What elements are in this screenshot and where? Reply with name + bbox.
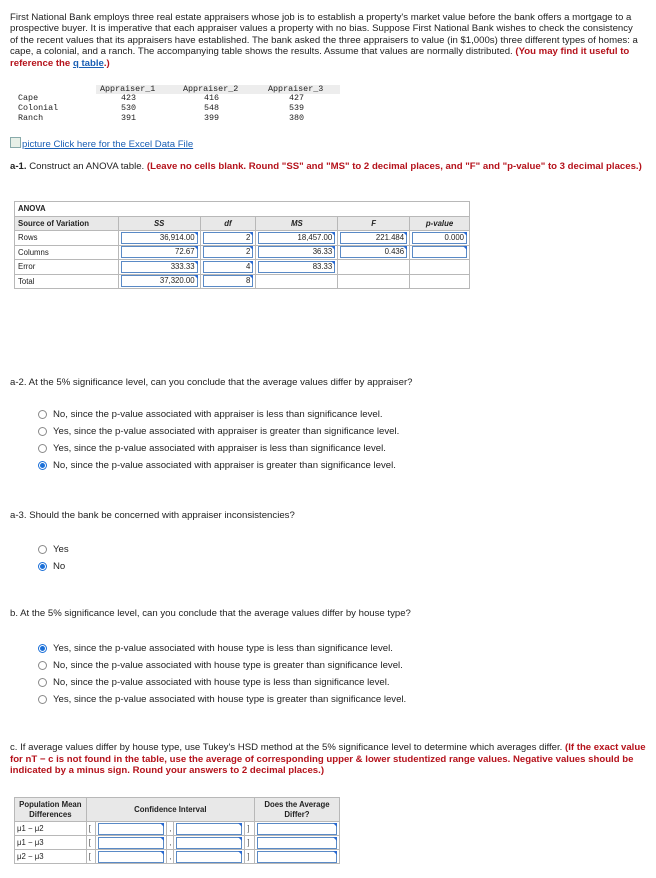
tukey-row bbox=[15, 850, 340, 864]
anova-header-ss: SS bbox=[118, 216, 200, 231]
row-label-ranch: Ranch bbox=[18, 113, 44, 123]
df-input[interactable]: 2 bbox=[203, 246, 254, 258]
anova-row-total bbox=[15, 274, 470, 289]
ci-upper-input[interactable] bbox=[176, 823, 242, 835]
tukey-header-differ: Does the Average Differ? bbox=[254, 798, 339, 822]
anova-title: ANOVA bbox=[15, 202, 470, 217]
tukey-header-difference: Population Mean Differences bbox=[15, 798, 87, 822]
differ-input[interactable] bbox=[257, 837, 337, 849]
df-input[interactable]: 8 bbox=[203, 275, 254, 287]
anova-row-columns bbox=[15, 245, 470, 260]
df-input[interactable]: 2 bbox=[203, 232, 254, 244]
cell: 416 bbox=[204, 93, 220, 103]
q-table-link[interactable]: q table bbox=[72, 57, 104, 69]
radio-button[interactable] bbox=[38, 410, 47, 419]
anova-source: Total bbox=[15, 274, 119, 289]
a2-option[interactable]: No, since the p-value associated with appraiser is less than significance level. bbox=[38, 406, 399, 423]
a3-options bbox=[38, 541, 69, 575]
anova-table bbox=[14, 201, 470, 289]
cell: 399 bbox=[204, 113, 220, 123]
pvalue-input[interactable]: 0.000 bbox=[412, 232, 467, 244]
cell: 539 bbox=[289, 103, 305, 113]
radio-button[interactable] bbox=[38, 695, 47, 704]
differ-input[interactable] bbox=[257, 823, 337, 835]
ss-input[interactable]: 333.33 bbox=[121, 261, 198, 273]
ci-lower-input[interactable] bbox=[98, 823, 164, 835]
row-label-cape: Cape bbox=[18, 93, 39, 103]
anova-header-source: Source of Variation bbox=[15, 216, 119, 231]
anova-source: Rows bbox=[15, 231, 119, 246]
a2-option[interactable]: Yes, since the p-value associated with appraiser is greater than significance level. bbox=[38, 423, 399, 440]
intro-hint: (You may find it useful to reference the q table.) bbox=[10, 46, 630, 69]
row-label-colonial: Colonial bbox=[18, 103, 59, 113]
ci-lower-input[interactable] bbox=[98, 837, 164, 849]
c-question: c. If average values differ by house type, use Tukey's HSD method at the 5% significance level to determine which averages differ. (If the exact value for nT − c is not found in the table, use the average of corresponding upper & lower studentized range values. Negative values should be indicated by a minus sign. Round your answers to 2 decimal places.) bbox=[10, 742, 646, 776]
ci-lower-input[interactable] bbox=[98, 851, 164, 863]
problem-intro bbox=[10, 12, 640, 69]
data-table bbox=[18, 85, 340, 127]
anova-source: Columns bbox=[15, 245, 119, 260]
ci-upper-input[interactable] bbox=[176, 851, 242, 863]
intro-text: First National Bank employs three real estate appraisers whose job is to establish a property's market value before the bank offers a mortgage to a prospective buyer. It is imperative that each appraiser values a property with no bias. Suppose First National Bank wishes to check the consistency of the recent values that its appraisers have established. The bank asked the three appraisers to value (in $1,000s) three different types of homes: a cape, a colonial, and a ranch. The accompanying table shows the results. Assume that values are normally distributed. bbox=[10, 12, 638, 58]
b-option[interactable]: Yes, since the p-value associated with house type is less than significance level. bbox=[38, 640, 406, 657]
ms-input[interactable]: 18,457.00 bbox=[258, 232, 335, 244]
b-option[interactable]: No, since the p-value associated with house type is greater than significance level. bbox=[38, 657, 406, 674]
comma: , bbox=[167, 822, 174, 836]
tukey-table bbox=[14, 797, 340, 864]
a2-question: a-2. At the 5% significance level, can you conclude that the average values differ by appraiser? bbox=[10, 377, 413, 388]
ss-input[interactable]: 36,914.00 bbox=[121, 232, 198, 244]
df-input[interactable]: 4 bbox=[203, 261, 254, 273]
bracket-close: ] bbox=[245, 850, 255, 864]
a1-question: a-1. Construct an ANOVA table. (Leave no cells blank. Round "SS" and "MS" to 2 decimal places, and "F" and "p-value" to 3 decimal places.) bbox=[10, 161, 642, 172]
bracket-open: [ bbox=[86, 836, 96, 850]
cell: 427 bbox=[289, 93, 305, 103]
b-question: b. At the 5% significance level, can you conclude that the average values differ by house type? bbox=[10, 608, 411, 619]
f-input[interactable]: 0.436 bbox=[340, 246, 407, 258]
anova-header-f: F bbox=[338, 216, 410, 231]
pvalue-input[interactable] bbox=[412, 246, 467, 258]
cell: 423 bbox=[121, 93, 137, 103]
b-option[interactable]: Yes, since the p-value associated with house type is greater than significance level. bbox=[38, 691, 406, 708]
ci-upper-input[interactable] bbox=[176, 837, 242, 849]
data-header-3: Appraiser_3 bbox=[268, 84, 324, 94]
bracket-close: ] bbox=[245, 836, 255, 850]
anova-row-rows bbox=[15, 231, 470, 246]
bracket-open: [ bbox=[86, 850, 96, 864]
comma: , bbox=[167, 850, 174, 864]
radio-button[interactable] bbox=[38, 661, 47, 670]
a3-option-yes[interactable]: Yes bbox=[38, 541, 69, 558]
cell: 391 bbox=[121, 113, 137, 123]
bracket-open: [ bbox=[86, 822, 96, 836]
ss-input[interactable]: 72.67 bbox=[121, 246, 198, 258]
tukey-pair-label: μ1 − μ2 bbox=[15, 822, 87, 836]
broken-image-icon bbox=[10, 137, 21, 148]
data-header-2: Appraiser_2 bbox=[183, 84, 239, 94]
differ-input[interactable] bbox=[257, 851, 337, 863]
tukey-pair-label: μ1 − μ3 bbox=[15, 836, 87, 850]
tukey-pair-label: μ2 − μ3 bbox=[15, 850, 87, 864]
radio-button[interactable] bbox=[38, 427, 47, 436]
radio-button[interactable] bbox=[38, 444, 47, 453]
anova-header-ms: MS bbox=[256, 216, 338, 231]
radio-button-selected[interactable] bbox=[38, 644, 47, 653]
a2-options bbox=[38, 406, 399, 474]
ms-input[interactable]: 36.33 bbox=[258, 246, 335, 258]
anova-header-pvalue: p-value bbox=[410, 216, 470, 231]
anova-source: Error bbox=[15, 260, 119, 275]
tukey-row bbox=[15, 836, 340, 850]
comma: , bbox=[167, 836, 174, 850]
cell: 380 bbox=[289, 113, 305, 123]
tukey-header-ci: Confidence Interval bbox=[86, 798, 254, 822]
anova-header-df: df bbox=[200, 216, 256, 231]
ms-input[interactable]: 83.33 bbox=[258, 261, 335, 273]
data-header-1: Appraiser_1 bbox=[100, 84, 156, 94]
a2-option[interactable]: No, since the p-value associated with appraiser is greater than significance level. bbox=[38, 457, 399, 474]
radio-button-selected[interactable] bbox=[38, 461, 47, 470]
radio-button[interactable] bbox=[38, 678, 47, 687]
cell: 548 bbox=[204, 103, 220, 113]
ss-input[interactable]: 37,320.00 bbox=[121, 275, 198, 287]
b-options bbox=[38, 640, 406, 708]
radio-button[interactable] bbox=[38, 545, 47, 554]
f-input[interactable]: 221.484 bbox=[340, 232, 407, 244]
excel-file-link[interactable]: picture Click here for the Excel Data File bbox=[10, 137, 193, 150]
tukey-row bbox=[15, 822, 340, 836]
anova-row-error bbox=[15, 260, 470, 275]
a3-question: a-3. Should the bank be concerned with appraiser inconsistencies? bbox=[10, 510, 295, 521]
a2-option[interactable]: Yes, since the p-value associated with appraiser is less than significance level. bbox=[38, 440, 399, 457]
b-option[interactable]: No, since the p-value associated with house type is less than significance level. bbox=[38, 674, 406, 691]
radio-button-selected[interactable] bbox=[38, 562, 47, 571]
cell: 530 bbox=[121, 103, 137, 113]
bracket-close: ] bbox=[245, 822, 255, 836]
a3-option-no[interactable]: No bbox=[38, 558, 69, 575]
